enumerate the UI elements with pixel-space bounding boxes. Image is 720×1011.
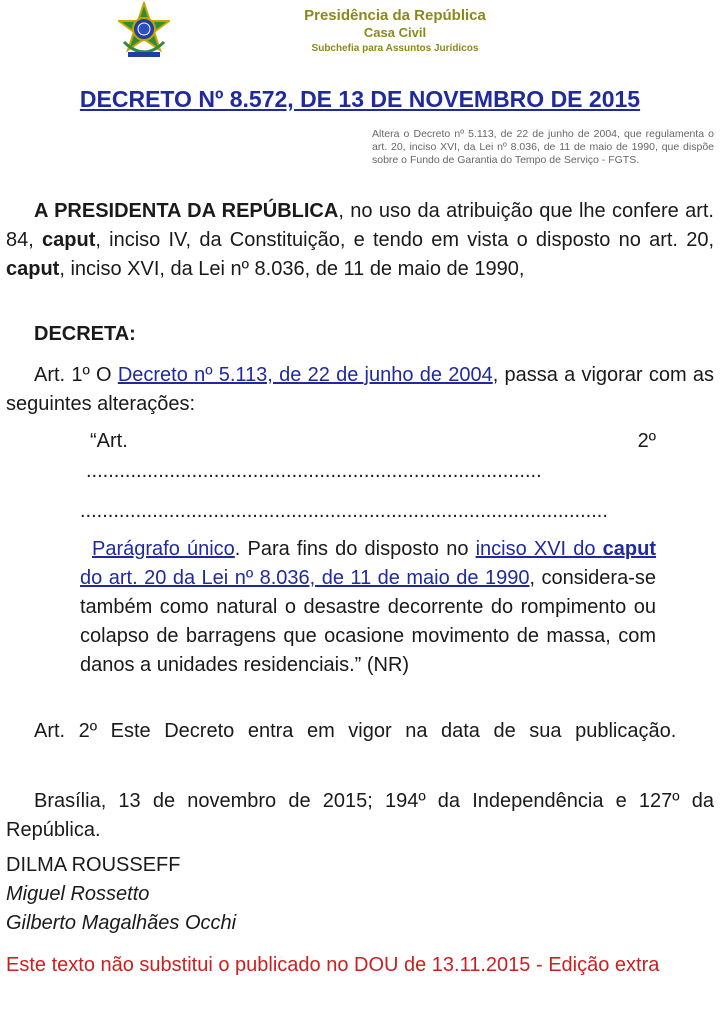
signature-occhi: Gilberto Magalhães Occhi (6, 912, 237, 934)
lei-link-part: do art. 20 da Lei nº 8.036, de 11 de maio de 1990 (80, 567, 530, 589)
art2-paragraph: Art. 2º Este Decreto entra em vigor na data de sua publicação. (34, 720, 677, 742)
paragrafo-text: . Para fins do disposto no (234, 538, 476, 560)
paragrafo-unico-link[interactable]: Parágrafo único (92, 538, 235, 560)
decree-title (0, 86, 720, 113)
art1-suffix: , passa a vigorar com as seguintes alterações: (6, 364, 714, 415)
paragrafo-text: , considera-se também como natural o desastre decorrente do rompimento ou colapso de barragens que ocasione movimento de massa, com danos a unidades residenciais.” (NR) (80, 567, 656, 676)
ementa: Altera o Decreto nº 5.113, de 22 de junho de 2004, que regulamenta o art. 20, inciso XVI, da Lei nº 8.036, de 11 de maio de 1990, que dispõe sobre o Fundo de Garantia do Tempo de Serviço - FGTS. (372, 128, 714, 166)
caput-word: caput (42, 229, 96, 251)
header (0, 0, 720, 70)
coat-of-arms-icon (118, 2, 170, 60)
quoted-art: “Art. (90, 430, 128, 452)
org-presidencia: Presidência da República (304, 7, 486, 24)
art1-paragraph (6, 361, 714, 419)
preamble-text: , no uso da atribuição que lhe confere art. 84, (6, 200, 714, 251)
brasilia-date: Brasília, 13 de novembro de 2015; 194º da Independência e 127º da República. (6, 790, 714, 841)
signature-rossetto: Miguel Rossetto (6, 883, 150, 905)
quoted-art-number: 2º (637, 430, 656, 452)
signature-dilma: DILMA ROUSSEFF (6, 854, 181, 876)
org-subchefia: Subchefia para Assuntos Jurídicos (311, 43, 479, 54)
art1-prefix: Art. 1º O (34, 364, 118, 386)
lei-link-part: inciso XVI do (475, 538, 603, 560)
preamble-lead: A PRESIDENTA DA REPÚBLICA (34, 200, 339, 222)
dotted-line-1: .................................................................................. (86, 460, 542, 482)
caput-word: caput (6, 258, 60, 280)
decreta-label: DECRETA: (34, 323, 136, 345)
decreto-5113-link[interactable]: Decreto nº 5.113, de 22 de junho de 2004 (117, 364, 493, 386)
dou-notice: Este texto não substitui o publicado no DOU de 13.11.2015 - Edição extra (6, 954, 660, 976)
org-casa-civil: Casa Civil (363, 25, 427, 40)
quoted-art-line (90, 427, 656, 456)
dotted-line-2: ............................................................................................... (80, 500, 608, 522)
preamble-paragraph (6, 197, 714, 284)
lei-link-caput: caput (602, 538, 656, 560)
organization-block (270, 6, 520, 56)
paragrafo-unico (80, 535, 656, 680)
decreta-heading (6, 320, 714, 349)
decree-title-link[interactable]: DECRETO Nº 8.572, DE 13 DE NOVEMBRO DE 2015 (79, 86, 641, 112)
preamble-text: , inciso IV, da Constituição, e tendo em vista o disposto no art. 20, (95, 229, 715, 251)
preamble-text: , inciso XVI, da Lei nº 8.036, de 11 de maio de 1990, (59, 258, 525, 280)
